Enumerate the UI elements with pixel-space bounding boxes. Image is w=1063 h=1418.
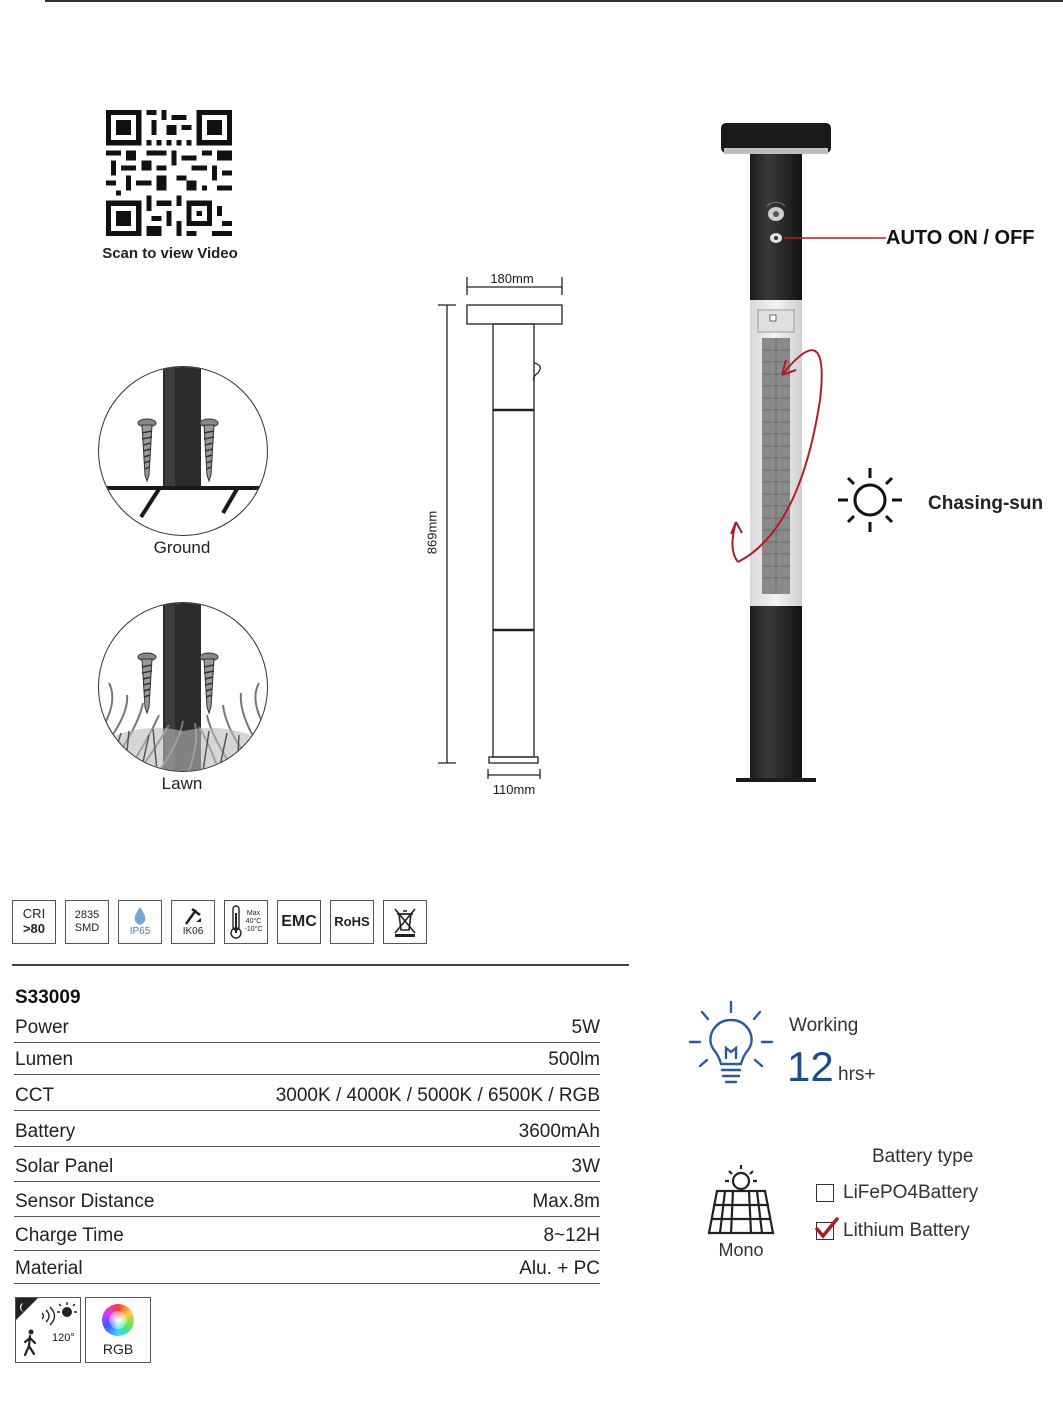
working-label: Working — [789, 1015, 859, 1036]
checkmark-icon — [815, 1217, 839, 1239]
weee-badge — [383, 900, 427, 944]
base-width-label: 110mm — [492, 782, 536, 797]
spec-row-material: Material Alu. + PC — [14, 1251, 600, 1284]
lawn-label: Lawn — [161, 774, 203, 793]
crossed-bin-icon — [392, 906, 418, 938]
rgb-feature — [85, 1297, 151, 1363]
certification-badges — [12, 900, 427, 945]
motion-sensor-feature — [15, 1297, 81, 1363]
water-drop-icon — [132, 906, 148, 926]
walking-person-icon — [25, 1330, 35, 1356]
thermometer-icon — [230, 905, 242, 939]
light-bulb-icon — [688, 1000, 774, 1096]
battery-type-label: Battery type — [872, 1146, 974, 1167]
spec-row-battery: Battery 3600mAh — [14, 1111, 600, 1147]
screw-icon — [138, 653, 156, 713]
spec-row-charge-time: Charge Time 8~12H — [14, 1217, 600, 1251]
lithium-checkbox[interactable] — [816, 1222, 834, 1240]
emc-badge: EMC — [277, 900, 321, 944]
hammer-icon — [182, 906, 204, 926]
spec-row-lumen: Lumen 500lm — [14, 1043, 600, 1075]
spec-row-solar-panel: Solar Panel 3W — [14, 1147, 600, 1182]
ground-label: Ground — [153, 538, 211, 557]
night-corner-icon — [16, 1298, 38, 1320]
temperature-badge: Max 40°C -10°C — [224, 900, 268, 944]
working-hours-unit: hrs+ — [838, 1064, 876, 1085]
spec-row-cct: CCT 3000K / 4000K / 5000K / 6500K / RGB — [14, 1075, 600, 1111]
model-number: S33009 — [15, 987, 81, 1008]
spec-table — [14, 1012, 600, 1284]
mono-label: Mono — [718, 1240, 764, 1260]
chasing-sun-callout: Chasing-sun — [928, 493, 1044, 514]
led-type-badge: 2835 SMD — [65, 900, 109, 944]
spec-row-power: Power 5W — [14, 1012, 600, 1043]
qr-caption: Scan to view Video — [102, 245, 238, 262]
auto-on-off-callout: AUTO ON / OFF — [886, 227, 1035, 249]
top-width-label: 180mm — [490, 271, 534, 286]
height-label: 869mm — [424, 510, 440, 555]
lawn-install-illustration — [98, 602, 268, 772]
rohs-badge: RoHS — [330, 900, 374, 944]
solar-panel-icon — [705, 1163, 777, 1241]
screw-icon — [200, 653, 218, 713]
dimension-drawing — [420, 265, 580, 805]
ik-rating-badge: IK06 — [171, 900, 215, 944]
light-bulb-icon — [57, 1302, 77, 1317]
sun-icon — [838, 468, 902, 532]
product-image — [700, 110, 1060, 800]
lifepo4-checkbox[interactable] — [816, 1184, 834, 1202]
section-divider — [12, 964, 629, 966]
working-hours-value: 12 — [787, 1043, 834, 1090]
qr-code[interactable] — [106, 110, 232, 236]
screw-icon — [138, 419, 156, 481]
battery-option-lithium[interactable]: Lithium Battery — [816, 1220, 970, 1242]
sensor-angle-label: 120° — [52, 1332, 75, 1344]
spec-row-sensor-distance: Sensor Distance Max.8m — [14, 1182, 600, 1217]
sensor-waves-icon — [42, 1307, 55, 1325]
rgb-label: RGB — [102, 1341, 134, 1357]
battery-option-lifepo4[interactable]: LiFePO4Battery — [816, 1182, 978, 1204]
ground-install-illustration — [98, 366, 268, 536]
screw-icon — [200, 419, 218, 481]
ip-rating-badge: IP65 — [118, 900, 162, 944]
top-rule — [45, 0, 1063, 2]
cri-badge: CRI >80 — [12, 900, 56, 944]
